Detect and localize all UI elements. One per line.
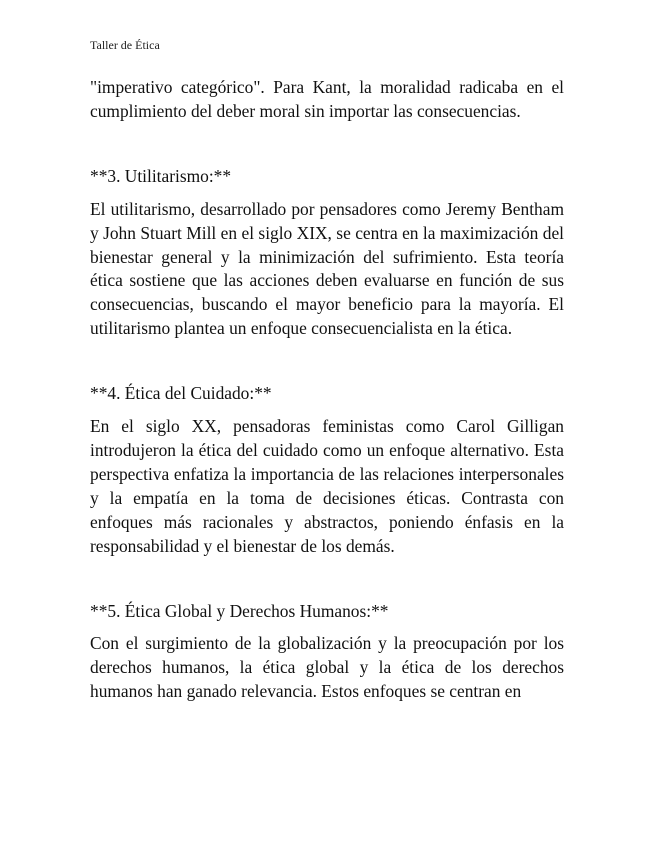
paragraph-etica-cuidado: En el siglo XX, pensadoras feministas como Carol Gilligan introdujeron la ética del cuidado como un enfoque alternativo. Esta perspectiva enfatiza la importancia de las relaciones interpersonales y la empatía en la toma de decisiones éticas. Contrasta con enfoques más racionales y abstractos, poniendo énfasis en la responsabilidad y el bienestar de los demás. [90,416,564,556]
paragraph-kant-continuation: "imperativo categórico". Para Kant, la moralidad radicaba en el cumplimiento del deber moral sin importar las consecuencias. [90,77,564,121]
section-heading-utilitarismo: **3. Utilitarismo:** [90,165,232,186]
section-heading-etica-cuidado: **4. Ética del Cuidado:** [90,383,272,404]
page-body [90,76,564,704]
section-heading-etica-global: **5. Ética Global y Derechos Humanos:** [90,600,389,621]
paragraph-utilitarismo: El utilitarismo, desarrollado por pensadores como Jeremy Bentham y John Stuart Mill en el siglo XIX, se centra en la maximización del bienestar general y la minimización del sufrimiento. Esta teoría ética sostiene que las acciones deben evaluarse en función de sus consecuencias, buscando el mayor beneficio para la mayoría. El utilitarismo plantea un enfoque consecuencialista en la ética. [90,198,564,339]
running-header: Taller de Ética [90,38,160,52]
paragraph-etica-global: Con el surgimiento de la globalización y la preocupación por los derechos humanos, la ética global y la ética de los derechos humanos han ganado relevancia. Estos enfoques se centran en [90,633,564,702]
